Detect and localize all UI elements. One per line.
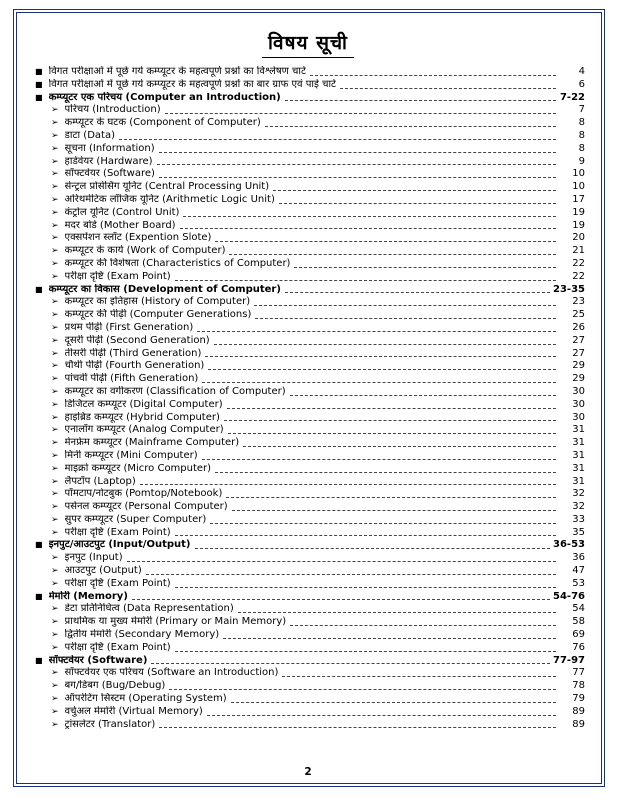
toc-entry-label: ऑपरेटिंग सिस्टम (Operating System) — [64, 693, 227, 705]
toc-row — [31, 360, 585, 373]
dotted-leader — [255, 318, 556, 319]
dotted-leader — [197, 331, 556, 332]
toc-row — [31, 488, 585, 501]
arrow-bullet-icon: ➢ — [51, 642, 59, 653]
arrow-bullet-icon: ➢ — [51, 604, 59, 615]
toc-entry-label: बग/डिबग (Bug/Debug) — [64, 680, 166, 692]
dotted-leader — [273, 190, 556, 191]
toc-page-number: 23 — [572, 296, 585, 308]
dotted-leader — [340, 88, 556, 89]
arrow-bullet-icon: ➢ — [51, 130, 59, 141]
toc-row — [31, 424, 585, 437]
toc-row — [31, 207, 585, 220]
toc-row — [31, 309, 585, 322]
toc-entry-label: प्रथम पीढ़ी (First Generation) — [64, 321, 194, 333]
toc-page-number: 36 — [572, 552, 585, 564]
toc-row — [31, 539, 585, 552]
page-title: विषय सूची — [262, 29, 354, 58]
arrow-bullet-icon: ➢ — [51, 476, 59, 487]
toc-row — [31, 527, 585, 540]
arrow-bullet-icon: ➢ — [51, 310, 59, 321]
dotted-leader — [202, 459, 556, 460]
square-bullet-icon: ■ — [35, 92, 43, 102]
dotted-leader — [285, 100, 556, 101]
arrow-bullet-icon: ➢ — [51, 322, 59, 333]
toc-row — [31, 552, 585, 565]
toc-page-number: 69 — [572, 629, 585, 641]
toc-entry-label: कम्प्यूटर की पीढ़ी (Computer Generations) — [64, 309, 252, 321]
dotted-leader — [294, 267, 556, 268]
toc-entry-label: मिनी कम्प्यूटर (Mini Computer) — [64, 449, 198, 461]
arrow-bullet-icon: ➢ — [51, 297, 59, 308]
toc-page-number: 10 — [572, 168, 585, 180]
dotted-leader — [205, 356, 556, 357]
toc-page-number: 8 — [578, 142, 585, 154]
toc-page-number: 31 — [572, 475, 585, 487]
toc-entry-label: द्वितीय मेमोरी (Secondary Memory) — [64, 629, 220, 641]
toc-page-number: 77 — [572, 667, 585, 679]
dotted-leader — [254, 305, 556, 306]
toc-page-number: 54-76 — [553, 590, 585, 602]
dotted-leader — [290, 395, 556, 396]
dotted-leader — [243, 446, 556, 447]
toc-entry-label: कम्प्यूटर के कार्य (Work of Computer) — [64, 245, 226, 257]
dotted-leader — [223, 638, 556, 639]
toc-page-number: 27 — [572, 347, 585, 359]
toc-entry-label: वर्चुअल मेमोरी (Virtual Memory) — [64, 705, 203, 717]
toc-row — [31, 322, 585, 335]
toc-row — [31, 104, 585, 117]
toc-entry-label: कम्प्यूटर का इतिहास (History of Computer) — [64, 296, 251, 308]
dotted-leader — [175, 587, 556, 588]
toc-page-number: 54 — [572, 603, 585, 615]
toc-row — [31, 373, 585, 386]
toc-entry-label: मदर बोर्ड (Mother Board) — [64, 219, 176, 231]
toc-page-number: 31 — [572, 424, 585, 436]
dotted-leader — [231, 702, 556, 703]
arrow-bullet-icon: ➢ — [51, 143, 59, 154]
arrow-bullet-icon: ➢ — [51, 258, 59, 269]
toc-entry-label: पर्सनल कम्प्यूटर (Personal Computer) — [64, 501, 228, 513]
toc-row — [31, 284, 585, 297]
toc-row — [31, 168, 585, 181]
toc-row — [31, 245, 585, 258]
arrow-bullet-icon: ➢ — [51, 630, 59, 641]
toc-page-number: 32 — [572, 501, 585, 513]
toc-page-number: 31 — [572, 462, 585, 474]
square-bullet-icon: ■ — [35, 655, 43, 665]
dotted-leader — [290, 625, 556, 626]
arrow-bullet-icon: ➢ — [51, 502, 59, 513]
toc-entry-label: मेनफ्रेम कम्प्यूटर (Mainframe Computer) — [64, 437, 240, 449]
arrow-bullet-icon: ➢ — [51, 681, 59, 692]
dotted-leader — [279, 203, 556, 204]
arrow-bullet-icon: ➢ — [51, 425, 59, 436]
toc-page-number: 26 — [572, 321, 585, 333]
toc-entry-label: इनपुट/आउटपुट (Input/Output) — [48, 539, 191, 551]
toc-page-number: 35 — [572, 526, 585, 538]
arrow-bullet-icon: ➢ — [51, 207, 59, 218]
toc-page-number: 27 — [572, 334, 585, 346]
toc-row — [31, 399, 585, 412]
toc-entry-label: सुपर कम्प्यूटर (Super Computer) — [64, 513, 207, 525]
toc-list — [31, 66, 585, 764]
arrow-bullet-icon: ➢ — [51, 246, 59, 257]
toc-page-number: 23-35 — [553, 283, 585, 295]
toc-entry-label: परीक्षा दृष्टि (Exam Point) — [64, 270, 171, 282]
toc-entry-label: कम्प्यूटर के घटक (Component of Computer) — [64, 117, 261, 129]
arrow-bullet-icon: ➢ — [51, 706, 59, 717]
toc-page-number: 7-22 — [559, 91, 585, 103]
toc-page-number: 30 — [572, 398, 585, 410]
toc-entry-label: परीक्षा दृष्टि (Exam Point) — [64, 641, 171, 653]
toc-page-number: 19 — [572, 206, 585, 218]
toc-entry-label: मेमोरी (Memory) — [48, 590, 128, 602]
toc-entry-label: कम्प्यूटर का विकास (Development of Computer) — [48, 283, 281, 295]
dotted-leader — [175, 280, 556, 281]
toc-row — [31, 271, 585, 284]
dotted-leader — [140, 484, 556, 485]
toc-row — [31, 296, 585, 309]
toc-entry-label: सॉफ्टवेयर एक परिचय (Software an Introduction) — [64, 667, 279, 679]
toc-row — [31, 514, 585, 527]
toc-page-number: 89 — [572, 705, 585, 717]
toc-row — [31, 501, 585, 514]
toc-row — [31, 476, 585, 489]
toc-row — [31, 156, 585, 169]
arrow-bullet-icon: ➢ — [51, 361, 59, 372]
toc-entry-label: सूचना (Information) — [64, 142, 155, 154]
toc-row — [31, 143, 585, 156]
dotted-leader — [310, 75, 556, 76]
arrow-bullet-icon: ➢ — [51, 668, 59, 679]
toc-row — [31, 194, 585, 207]
toc-entry-label: प्राथमिक या मुख्य मेमोरी (Primary or Main Memory) — [64, 616, 287, 628]
toc-row — [31, 79, 585, 92]
dotted-leader — [169, 689, 556, 690]
toc-page-number: 4 — [578, 66, 585, 77]
arrow-bullet-icon: ➢ — [51, 348, 59, 359]
toc-entry-label: तीसरी पीढ़ी (Third Generation) — [64, 347, 202, 359]
toc-page-number: 30 — [572, 411, 585, 423]
arrow-bullet-icon: ➢ — [51, 489, 59, 500]
toc-entry-label: कम्प्यूटर की विशेषता (Characteristics of Computer) — [64, 257, 291, 269]
arrow-bullet-icon: ➢ — [51, 271, 59, 282]
dotted-leader — [265, 126, 556, 127]
dotted-leader — [195, 548, 551, 549]
dotted-leader — [202, 382, 556, 383]
dotted-leader — [210, 523, 556, 524]
dotted-leader — [227, 408, 556, 409]
dotted-leader — [132, 599, 550, 600]
toc-entry-label: पांचवीं पीढ़ी (Fifth Generation) — [64, 373, 199, 385]
toc-row — [31, 667, 585, 680]
toc-entry-label: कम्प्यूटर एक परिचय (Computer an Introduction) — [48, 91, 281, 103]
toc-row — [31, 565, 585, 578]
arrow-bullet-icon: ➢ — [51, 194, 59, 205]
toc-entry-label: कंट्रोल यूनिट (Control Unit) — [64, 206, 180, 218]
footer-page-number: 2 — [304, 766, 312, 778]
arrow-bullet-icon: ➢ — [51, 412, 59, 423]
toc-page-number: 30 — [572, 385, 585, 397]
toc-row — [31, 412, 585, 425]
toc-page-number: 20 — [572, 232, 585, 244]
toc-row — [31, 437, 585, 450]
dotted-leader — [224, 420, 556, 421]
toc-page-number: 76 — [572, 641, 585, 653]
dotted-leader — [232, 510, 556, 511]
dotted-leader — [229, 254, 556, 255]
dotted-leader — [215, 241, 556, 242]
toc-page-number: 29 — [572, 373, 585, 385]
arrow-bullet-icon: ➢ — [51, 182, 59, 193]
arrow-bullet-icon: ➢ — [51, 233, 59, 244]
toc-row — [31, 629, 585, 642]
square-bullet-icon: ■ — [35, 284, 43, 294]
dotted-leader — [183, 216, 556, 217]
toc-row — [31, 348, 585, 361]
toc-entry-label: हार्डवेयर (Hardware) — [64, 155, 153, 167]
toc-page-number: 17 — [572, 193, 585, 205]
toc-entry-label: एक्सपेंशन स्लॉट (Expention Slote) — [64, 232, 212, 244]
dotted-leader — [282, 676, 556, 677]
arrow-bullet-icon: ➢ — [51, 463, 59, 474]
toc-page-number: 33 — [572, 513, 585, 525]
toc-page-number: 7 — [578, 104, 585, 116]
toc-row — [31, 92, 585, 105]
toc-entry-label: पॉमटाप/नोटबुक (Pomtop/Notebook) — [64, 488, 223, 500]
toc-row — [31, 220, 585, 233]
toc-entry-label: परीक्षा दृष्टि (Exam Point) — [64, 526, 171, 538]
arrow-bullet-icon: ➢ — [51, 719, 59, 730]
toc-entry-label: डिजिटल कम्प्यूटर (Digital Computer) — [64, 398, 223, 410]
arrow-bullet-icon: ➢ — [51, 399, 59, 410]
square-bullet-icon: ■ — [35, 540, 43, 550]
dotted-leader — [208, 369, 556, 370]
toc-entry-label: डाटा (Data) — [64, 129, 115, 141]
toc-page-number: 22 — [572, 270, 585, 282]
toc-row — [31, 117, 585, 130]
toc-page-number: 19 — [572, 219, 585, 231]
toc-page-number: 22 — [572, 257, 585, 269]
dotted-leader — [157, 164, 556, 165]
dotted-leader — [228, 433, 556, 434]
toc-entry-label: आउटपुट (Output) — [64, 565, 142, 577]
toc-page-number: 78 — [572, 680, 585, 692]
arrow-bullet-icon: ➢ — [51, 450, 59, 461]
toc-row — [31, 616, 585, 629]
dotted-leader — [226, 497, 556, 498]
arrow-bullet-icon: ➢ — [51, 335, 59, 346]
toc-row — [31, 655, 585, 668]
dotted-leader — [175, 535, 556, 536]
toc-entry-label: दूसरी पीढ़ी (Second Generation) — [64, 334, 210, 346]
dotted-leader — [159, 152, 556, 153]
arrow-bullet-icon: ➢ — [51, 527, 59, 538]
dotted-leader — [175, 651, 556, 652]
dotted-leader — [180, 228, 556, 229]
toc-entry-label: विगत परीक्षाओं में पूछे गये कम्प्यूटर के महत्वपूर्ण प्रश्नों का बार ग्राफ एवं पाई चार्ट — [48, 78, 337, 90]
toc-row — [31, 386, 585, 399]
dotted-leader — [159, 727, 556, 728]
page-border-frame — [13, 9, 605, 787]
arrow-bullet-icon: ➢ — [51, 374, 59, 385]
toc-entry-label: विगत परीक्षाओं में पूछे गये कम्प्यूटर के महत्वपूर्ण प्रश्नों का विश्लेषण चार्ट — [48, 66, 307, 77]
arrow-bullet-icon: ➢ — [51, 105, 59, 116]
toc-entry-label: एनालॉग कम्प्यूटर (Analog Computer) — [64, 424, 224, 436]
dotted-leader — [207, 715, 556, 716]
arrow-bullet-icon: ➢ — [51, 156, 59, 167]
toc-row — [31, 603, 585, 616]
toc-entry-label: इनपुट (Input) — [64, 552, 123, 564]
toc-entry-label: माइक्रो कम्प्यूटर (Micro Computer) — [64, 462, 212, 474]
toc-page-number: 47 — [572, 565, 585, 577]
toc-page-number: 21 — [572, 245, 585, 257]
toc-entry-label: अरिथमेटिक लॉजिक यूनिट (Arithmetic Logic Unit) — [64, 193, 275, 205]
toc-row — [31, 130, 585, 143]
arrow-bullet-icon: ➢ — [51, 578, 59, 589]
toc-entry-label: सेन्ट्रल प्रोसेसिंग यूनिट (Central Processing Unit) — [64, 181, 270, 193]
toc-page-number: 53 — [572, 577, 585, 589]
arrow-bullet-icon: ➢ — [51, 514, 59, 525]
toc-page-number: 8 — [578, 117, 585, 129]
toc-row — [31, 578, 585, 591]
toc-page-number: 10 — [572, 181, 585, 193]
toc-row — [31, 232, 585, 245]
toc-row — [31, 719, 585, 732]
dotted-leader — [238, 612, 556, 613]
toc-entry-label: परीक्षा दृष्टि (Exam Point) — [64, 577, 171, 589]
toc-page-number: 89 — [572, 718, 585, 730]
arrow-bullet-icon: ➢ — [51, 566, 59, 577]
square-bullet-icon: ■ — [35, 591, 43, 601]
arrow-bullet-icon: ➢ — [51, 169, 59, 180]
dotted-leader — [127, 561, 556, 562]
toc-page-number: 9 — [578, 155, 585, 167]
square-bullet-icon: ■ — [35, 79, 43, 89]
toc-page-number: 25 — [572, 309, 585, 321]
toc-page-number: 31 — [572, 449, 585, 461]
toc-page-number: 36-53 — [553, 539, 585, 551]
toc-row — [31, 181, 585, 194]
dotted-leader — [165, 113, 556, 114]
dotted-leader — [151, 663, 550, 664]
toc-page-number: 31 — [572, 437, 585, 449]
arrow-bullet-icon: ➢ — [51, 694, 59, 705]
dotted-leader — [159, 177, 556, 178]
toc-entry-label: ट्रांसलेटर (Translator) — [64, 718, 156, 730]
toc-row — [31, 680, 585, 693]
toc-page-number: 32 — [572, 488, 585, 500]
toc-row — [31, 450, 585, 463]
toc-row — [31, 335, 585, 348]
toc-page-number: 6 — [578, 78, 585, 90]
toc-entry-label: हाइब्रिड कम्प्यूटर (Hybrid Computer) — [64, 411, 220, 423]
arrow-bullet-icon: ➢ — [51, 118, 59, 129]
title-wrap — [31, 29, 585, 58]
toc-entry-label: सॉफ्टवेयर (Software) — [48, 654, 148, 666]
dotted-leader — [215, 472, 556, 473]
toc-row — [31, 591, 585, 604]
toc-row — [31, 258, 585, 271]
dotted-leader — [119, 139, 556, 140]
toc-entry-label: कम्प्यूटर का वर्गीकरण (Classification of Computer) — [64, 385, 286, 397]
arrow-bullet-icon: ➢ — [51, 438, 59, 449]
toc-entry-label: सॉफ्टवेयर (Software) — [64, 168, 155, 180]
toc-row — [31, 66, 585, 79]
arrow-bullet-icon: ➢ — [51, 386, 59, 397]
toc-page-number: 58 — [572, 616, 585, 628]
arrow-bullet-icon: ➢ — [51, 617, 59, 628]
toc-page-number: 29 — [572, 360, 585, 372]
toc-page-number: 77-97 — [553, 654, 585, 666]
square-bullet-icon: ■ — [35, 67, 43, 76]
toc-page-number: 8 — [578, 129, 585, 141]
arrow-bullet-icon: ➢ — [51, 553, 59, 564]
toc-entry-label: चौथी पीढ़ी (Fourth Generation) — [64, 360, 205, 372]
toc-row — [31, 693, 585, 706]
toc-row — [31, 463, 585, 476]
toc-entry-label: परिचय (Introduction) — [64, 104, 161, 116]
arrow-bullet-icon: ➢ — [51, 220, 59, 231]
dotted-leader — [146, 574, 556, 575]
dotted-leader — [285, 292, 550, 293]
toc-entry-label: लैपटॉप (Laptop) — [64, 475, 136, 487]
dotted-leader — [214, 344, 556, 345]
toc-row — [31, 706, 585, 719]
toc-row — [31, 642, 585, 655]
toc-page-number: 79 — [572, 693, 585, 705]
toc-entry-label: डेटा प्रतिनिधित्व (Data Representation) — [64, 603, 234, 615]
